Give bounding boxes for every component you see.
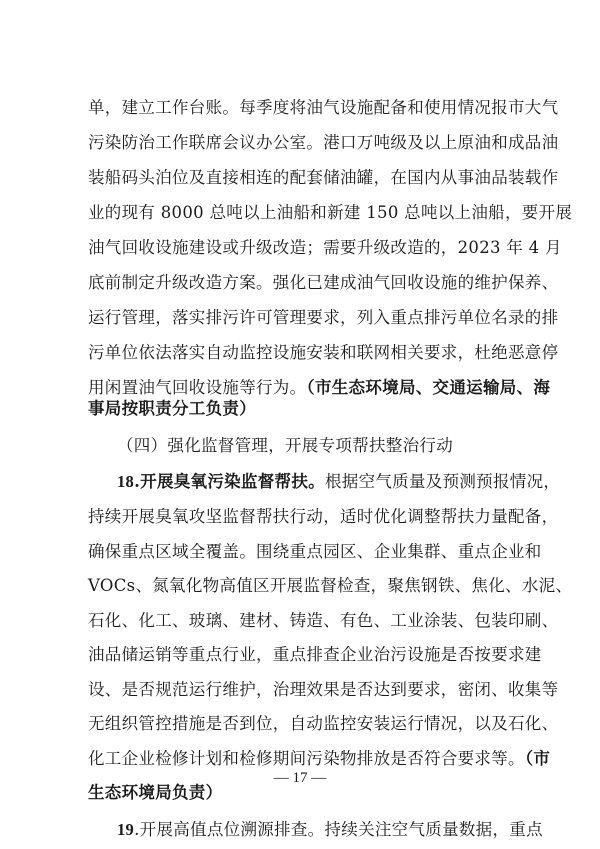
item-19-number: 19 <box>117 820 135 839</box>
item-18-responsibility-a: （市 <box>524 749 551 768</box>
item-18-line-5: 石化、化工、玻璃、建材、铸造、有色、工业涂装、包装印刷、 <box>88 611 559 630</box>
item-18-responsibility-b: 生态环境局负责） <box>88 783 223 802</box>
item-18-line-4: VOCs、氮氧化物高值区开展监督检查，聚焦钢铁、焦化、水泥、 <box>88 576 573 595</box>
paragraph-1-line-2: 污染防治工作联席会议办公室。港口万吨级及以上原油和成品油 <box>88 133 559 152</box>
paragraph-1-line-6: 底前制定升级改造方案。强化已建成油气回收设施的维护保养、 <box>88 273 559 292</box>
item-19-title: .开展高值点位溯源排查。 <box>134 820 325 839</box>
item-18-heading-line <box>117 470 561 494</box>
item-18-title: .开展臭氧污染监督帮扶。 <box>134 472 325 491</box>
item-18-line-7: 设、是否规范运行维护，治理效果是否达到要求，密闭、收集等 <box>88 680 559 699</box>
section-heading: （四）强化监督管理，开展专项帮扶整治行动 <box>117 436 453 455</box>
item-18-first-line-rest: 根据空气质量及预测预报情况， <box>324 472 561 491</box>
item-19-heading-line <box>117 818 543 842</box>
paragraph-1-responsibility-b: 事局按职责分工负责） <box>88 399 256 418</box>
item-18-last-text: 化工企业检修计划和检修期间污染物排放是否符合要求等。 <box>88 749 525 768</box>
paragraph-1-line-1: 单，建立工作台账。每季度将油气设施配备和使用情况报市大气 <box>88 98 559 117</box>
item-19-first-line-rest: 持续关注空气质量数据，重点 <box>324 820 543 839</box>
item-18-line-6: 油品储运销等重点行业，重点排查企业治污设施是否按要求建 <box>88 645 542 664</box>
paragraph-1-line-9-text: 用闲置油气回收设施等行为。 <box>88 378 307 397</box>
page-number: — 17 — <box>273 770 327 786</box>
item-18-line-3: 确保重点区域全覆盖。围绕重点园区、企业集群、重点企业和 <box>88 542 542 561</box>
item-18-line-2: 持续开展臭氧攻坚监督帮扶行动，适时优化调整帮扶力量配备， <box>88 507 559 526</box>
item-18-line-9 <box>88 747 551 771</box>
paragraph-1-line-7: 运行管理，落实排污许可管理要求，列入重点排污单位名录的排 <box>88 308 559 327</box>
paragraph-1-responsibility-a: （市生态环境局、交通运输局、海 <box>306 378 551 397</box>
item-18-number: 18 <box>117 472 135 491</box>
paragraph-1-line-4: 业的现有 8000 总吨以上油船和新建 150 总吨以上油船，要开展 <box>88 203 573 222</box>
paragraph-1-line-5: 油气回收设施建设或升级改造；需要升级改造的，2023 年 4 月 <box>88 238 562 257</box>
paragraph-1-line-8: 污单位依法落实自动监控设施安装和联网相关要求，杜绝恶意停 <box>88 343 559 362</box>
paragraph-1-line-3: 装船码头泊位及直接相连的配套储油罐，在国内从事油品装载作 <box>88 168 559 187</box>
item-18-line-8: 无组织管控措施是否到位，自动监控安装运行情况，以及石化、 <box>88 714 559 733</box>
